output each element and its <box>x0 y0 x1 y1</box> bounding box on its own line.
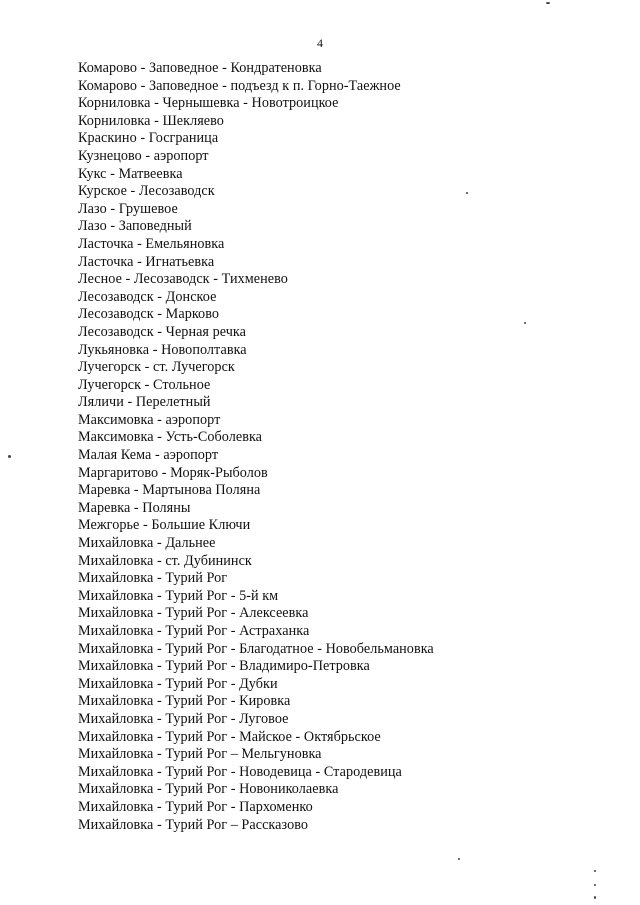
scan-speck <box>524 322 526 324</box>
route-item: Лесозаводск - Марково <box>78 306 219 323</box>
route-item: Кузнецово - аэропорт <box>78 147 209 164</box>
route-item: Михайловка - Турий Рог - Новониколаевка <box>78 781 339 798</box>
route-item: Лукьяновка - Новополтавка <box>78 341 247 358</box>
route-item: Михайловка - Турий Рог <box>78 570 228 587</box>
route-item: Ляличи - Перелетный <box>78 394 211 411</box>
route-item: Лазо - Грушевое <box>78 200 178 217</box>
route-item: Михайловка - Турий Рог - Благодатное - Новобельмановка <box>78 640 434 657</box>
scan-speck <box>594 870 596 872</box>
route-item: Михайловка - Турий Рог - Кировка <box>78 693 291 710</box>
route-item: Маревка - Мартынова Поляна <box>78 482 261 499</box>
route-item: Михайловка - Турий Рог - Луговое <box>78 710 289 727</box>
route-item: Ласточка - Емельяновка <box>78 235 225 252</box>
scan-speck <box>546 2 550 4</box>
route-item: Максимовка - аэропорт <box>78 411 221 428</box>
route-item: Михайловка - Турий Рог - 5-й км <box>78 587 279 604</box>
route-item: Лесное - Лесозаводск - Тихменево <box>78 271 288 288</box>
route-item: Маргаритово - Моряк-Рыболов <box>78 464 268 481</box>
route-item: Михайловка - Турий Рог - Пархоменко <box>78 798 313 815</box>
route-item: Михайловка - Турий Рог - Алексеевка <box>78 605 309 622</box>
route-item: Лесозаводск - Донское <box>78 288 217 305</box>
route-item: Лесозаводск - Черная речка <box>78 323 247 340</box>
route-item: Михайловка - Дальнее <box>78 535 216 552</box>
route-item: Ласточка - Игнатьевка <box>78 253 215 270</box>
scan-speck <box>458 858 460 860</box>
route-item: Курское - Лесозаводск <box>78 183 215 200</box>
route-item: Михайловка - Турий Рог – Рассказово <box>78 816 309 833</box>
page-number: 4 <box>317 36 323 50</box>
route-item: Михайловка - Турий Рог - Новодевица - Стародевица <box>78 763 402 780</box>
scan-speck <box>466 192 468 194</box>
route-item: Лучегорск - Стольное <box>78 376 211 393</box>
route-item: Михайловка - Турий Рог - Астраханка <box>78 623 310 639</box>
route-item: Михайловка - Турий Рог - Дубки <box>78 675 278 692</box>
scan-speck <box>8 455 11 458</box>
route-item: Михайловка - Турий Рог - Майское - Октябрьское <box>78 728 381 745</box>
route-list <box>78 60 434 834</box>
route-item: Маревка - Поляны <box>78 499 191 516</box>
route-item: Краскино - Госграница <box>78 130 219 147</box>
route-item: Михайловка - Турий Рог – Мельгуновка <box>78 746 322 763</box>
route-item: Комарово - Заповедное - Кондратеновка <box>78 60 322 76</box>
route-item: Корниловка - Чернышевка - Новотроицкое <box>78 95 339 112</box>
route-item: Малая Кема - аэропорт <box>78 447 219 464</box>
route-item: Корниловка - Шекляево <box>78 112 224 129</box>
route-item: Межгорье - Большие Ключи <box>78 517 251 534</box>
scan-speck <box>594 884 596 886</box>
route-item: Лазо - Заповедный <box>78 218 192 235</box>
route-item: Михайловка - Турий Рог - Владимиро-Петровка <box>78 658 370 675</box>
route-item: Максимовка - Усть-Соболевка <box>78 429 263 446</box>
route-item: Михайловка - ст. Дубининск <box>78 552 252 569</box>
route-item: Лучегорск - ст. Лучегорск <box>78 359 235 376</box>
route-item: Кукс - Матвеевка <box>78 165 183 182</box>
scan-speck <box>594 896 596 899</box>
route-item: Комарово - Заповедное - подъезд к п. Горно-Таежное <box>78 77 401 94</box>
